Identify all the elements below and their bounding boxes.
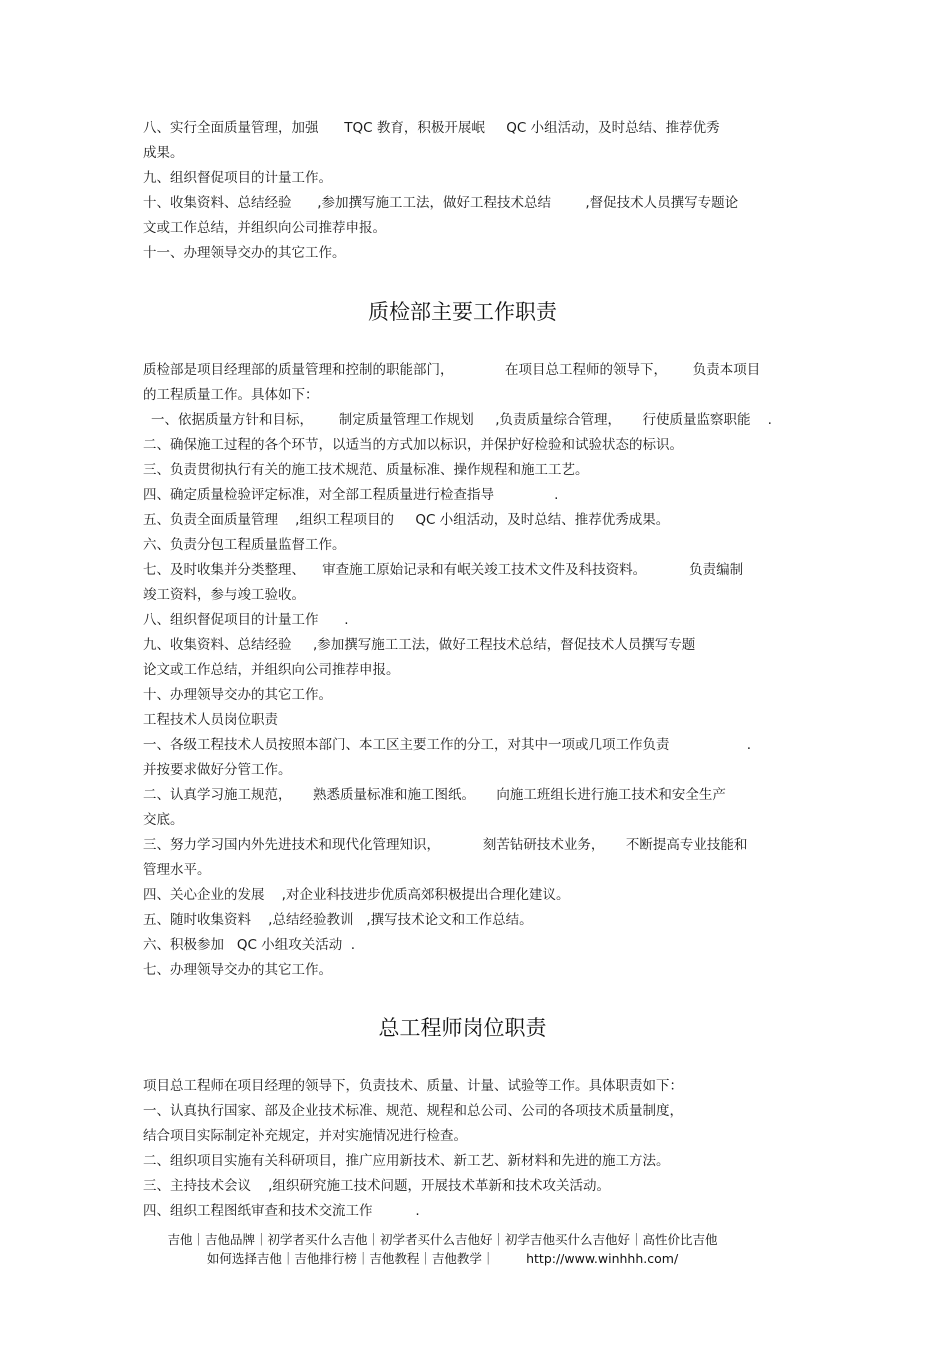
paragraph-line: 八、实行全面质量管理，加强 TQC 教育，积极开展岷 QC 小组活动，及时总结、推荐优秀 xyxy=(143,120,720,136)
paragraph-line: 二、认真学习施工规范， 熟悉质量标准和施工图纸。 向施工班组长进行施工技术和安全生产 xyxy=(143,787,726,803)
paragraph-line: 的工程质量工作。具体如下： xyxy=(143,387,319,403)
paragraph-line: 八、组织督促项目的计量工作 . xyxy=(143,612,349,628)
subsection-title: 工程技术人员岗位职责 xyxy=(143,712,278,728)
paragraph-line: 文或工作总结，并组织向公司推荐申报。 xyxy=(143,220,386,236)
paragraph-line: 二、确保施工过程的各个环节，以适当的方式加以标识，并保护好检验和试验状态的标识。 xyxy=(143,437,683,453)
paragraph-line: 五、随时收集资料 ,总结经验教训 ,撰写技术论文和工作总结。 xyxy=(143,912,533,928)
paragraph-line: 六、积极参加 QC 小组攻关活动 . xyxy=(143,937,356,953)
paragraph-line: 论文或工作总结，并组织向公司推荐申报。 xyxy=(143,662,400,678)
paragraph-line: 四、组织工程图纸审查和技术交流工作 . xyxy=(143,1203,420,1219)
paragraph-line: 质检部是项目经理部的质量管理和控制的职能部门， 在项目总工程师的领导下， 负责本项目 xyxy=(143,362,761,378)
paragraph-line: 十、收集资料、总结经验 ,参加撰写施工工法，做好工程技术总结 ,督促技术人员撰写专题论 xyxy=(143,195,739,211)
paragraph-line: 成果。 xyxy=(143,145,184,161)
paragraph-line: 三、主持技术会议 ,组织研究施工技术问题，开展技术革新和技术攻关活动。 xyxy=(143,1178,610,1194)
paragraph-line: 七、办理领导交办的其它工作。 xyxy=(143,962,332,978)
paragraph-line: 七、及时收集并分类整理、 审查施工原始记录和有岷关竣工技术文件及科技资料。 负责编制 xyxy=(143,562,744,578)
paragraph-line: 一、认真执行国家、部及企业技术标准、规范、规程和总公司、公司的各项技术质量制度， xyxy=(143,1103,683,1119)
paragraph-line: 三、努力学习国内外先进技术和现代化管理知识， 刻苦钻研技术业务， 不断提高专业技能和 xyxy=(143,837,748,853)
section-title: 质检部主要工作职责 xyxy=(368,300,557,324)
paragraph-line: 结合项目实际制定补充规定，并对实施情况进行检查。 xyxy=(143,1128,467,1144)
paragraph-line: 九、收集资料、总结经验 ,参加撰写施工工法，做好工程技术总结，督促技术人员撰写专题 xyxy=(143,637,696,653)
paragraph-line: 一、依据质量方针和目标， 制定质量管理工作规划 ,负责质量综合管理， 行使质量监察职能 . xyxy=(151,412,772,428)
footer-links[interactable]: 吉他｜吉他品牌｜初学者买什么吉他｜初学者买什么吉他好｜初学吉他买什么吉他好｜高性价比吉他 xyxy=(167,1232,718,1247)
footer-url[interactable]: 如何选择吉他｜吉他排行榜｜吉他教程｜吉他教学｜ http://www.winhhh.com/ xyxy=(206,1251,679,1266)
paragraph-line: 并按要求做好分管工作。 xyxy=(143,762,292,778)
paragraph-line: 四、关心企业的发展 ,对企业科技进步优质高郊积极提出合理化建议。 xyxy=(143,887,570,903)
paragraph-line: 五、负责全面质量管理 ,组织工程项目的 QC 小组活动，及时总结、推荐优秀成果。 xyxy=(143,512,670,528)
paragraph-line: 十、办理领导交办的其它工作。 xyxy=(143,687,332,703)
paragraph-line: 十一、办理领导交办的其它工作。 xyxy=(143,245,346,261)
paragraph-line: 竣工资料，参与竣工验收。 xyxy=(143,587,305,603)
paragraph-line: 项目总工程师在项目经理的领导下，负责技术、质量、计量、试验等工作。具体职责如下： xyxy=(143,1078,683,1094)
paragraph-line: 四、确定质量检验评定标准，对全部工程质量进行检查指导 . xyxy=(143,487,559,503)
paragraph-line: 二、组织项目实施有关科研项目，推广应用新技术、新工艺、新材料和先进的施工方法。 xyxy=(143,1153,670,1169)
paragraph-line: 一、各级工程技术人员按照本部门、本工区主要工作的分工，对其中一项或几项工作负责 . xyxy=(143,737,752,753)
paragraph-line: 六、负责分包工程质量监督工作。 xyxy=(143,537,346,553)
paragraph-line: 管理水平。 xyxy=(143,862,211,878)
paragraph-line: 三、负责贯彻执行有关的施工技术规范、质量标准、操作规程和施工工艺。 xyxy=(143,462,589,478)
section-title: 总工程师岗位职责 xyxy=(378,1016,547,1040)
paragraph-line: 九、组织督促项目的计量工作。 xyxy=(143,170,332,186)
paragraph-line: 交底。 xyxy=(143,812,184,828)
